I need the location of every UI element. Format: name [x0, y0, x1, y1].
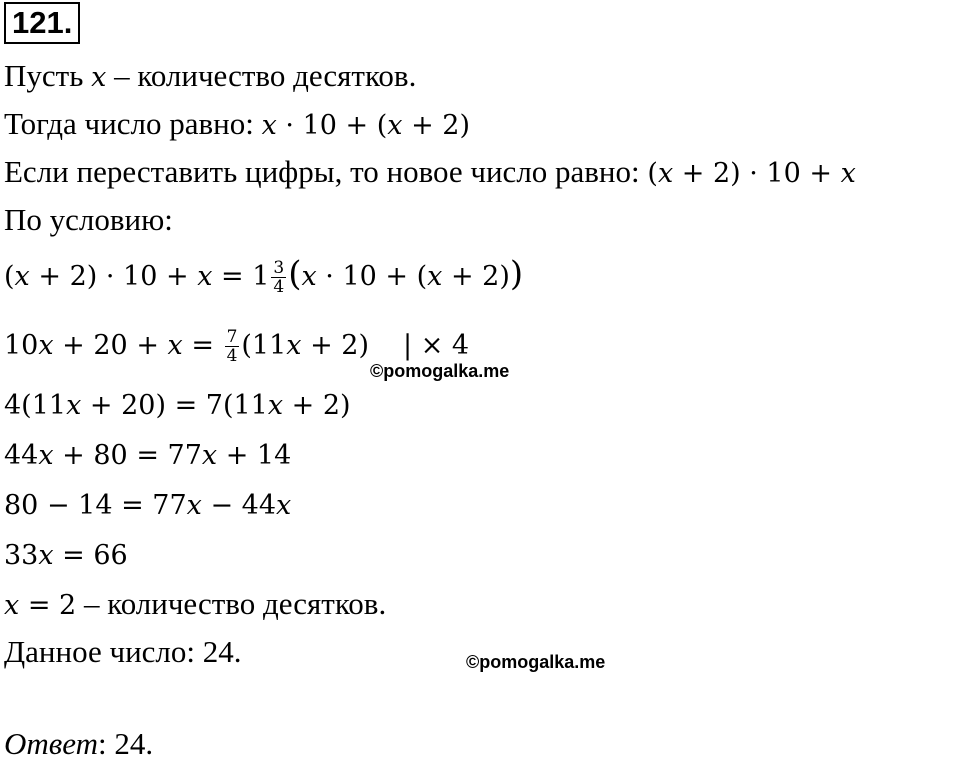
fraction-three-quarters: $\frac{3}{4}$ [273, 258, 285, 298]
equation-main: (x + 2) · 10 + x = 1 $\frac{3}{4}$ (x · 10 + (x + 2)) [4, 254, 524, 298]
line-by-condition: По условию: [4, 202, 173, 237]
answer-value: : 24. [97, 726, 154, 761]
problem-number: 121. [4, 2, 80, 44]
line-number-expression: Тогда число равно: x · 10 + (x + 2) [4, 106, 470, 141]
equation-step-5: 33x = 66 [4, 540, 128, 571]
answer-line [4, 724, 153, 764]
watermark-bottom: ©pomogalka.me [466, 652, 606, 672]
equation-step-3: 44x + 80 = 77x + 14 [4, 440, 292, 471]
answer-label: Ответ [4, 726, 98, 761]
equation-step-4: 80 − 14 = 77x − 44x [4, 490, 292, 521]
line-swapped-number: Если переставить цифры, то новое число равно: (x + 2) · 10 + x [4, 154, 856, 189]
line-given-number: Данное число: 24. [4, 634, 242, 669]
fraction-seven-quarters: $\frac{7}{4}$ [226, 327, 238, 367]
equation-step-1: 10x + 20 + x = $\frac{7}{4}$ (11x + 2) | × 4 [4, 327, 470, 367]
watermark-top: ©pomogalka.me [370, 361, 510, 381]
line-let-x: Пусть x – количество десятков. [4, 58, 417, 93]
equation-step-2: 4(11x + 20) = 7(11x + 2) [4, 390, 351, 421]
equation-result: x = 2 – количество десятков. [4, 586, 387, 621]
